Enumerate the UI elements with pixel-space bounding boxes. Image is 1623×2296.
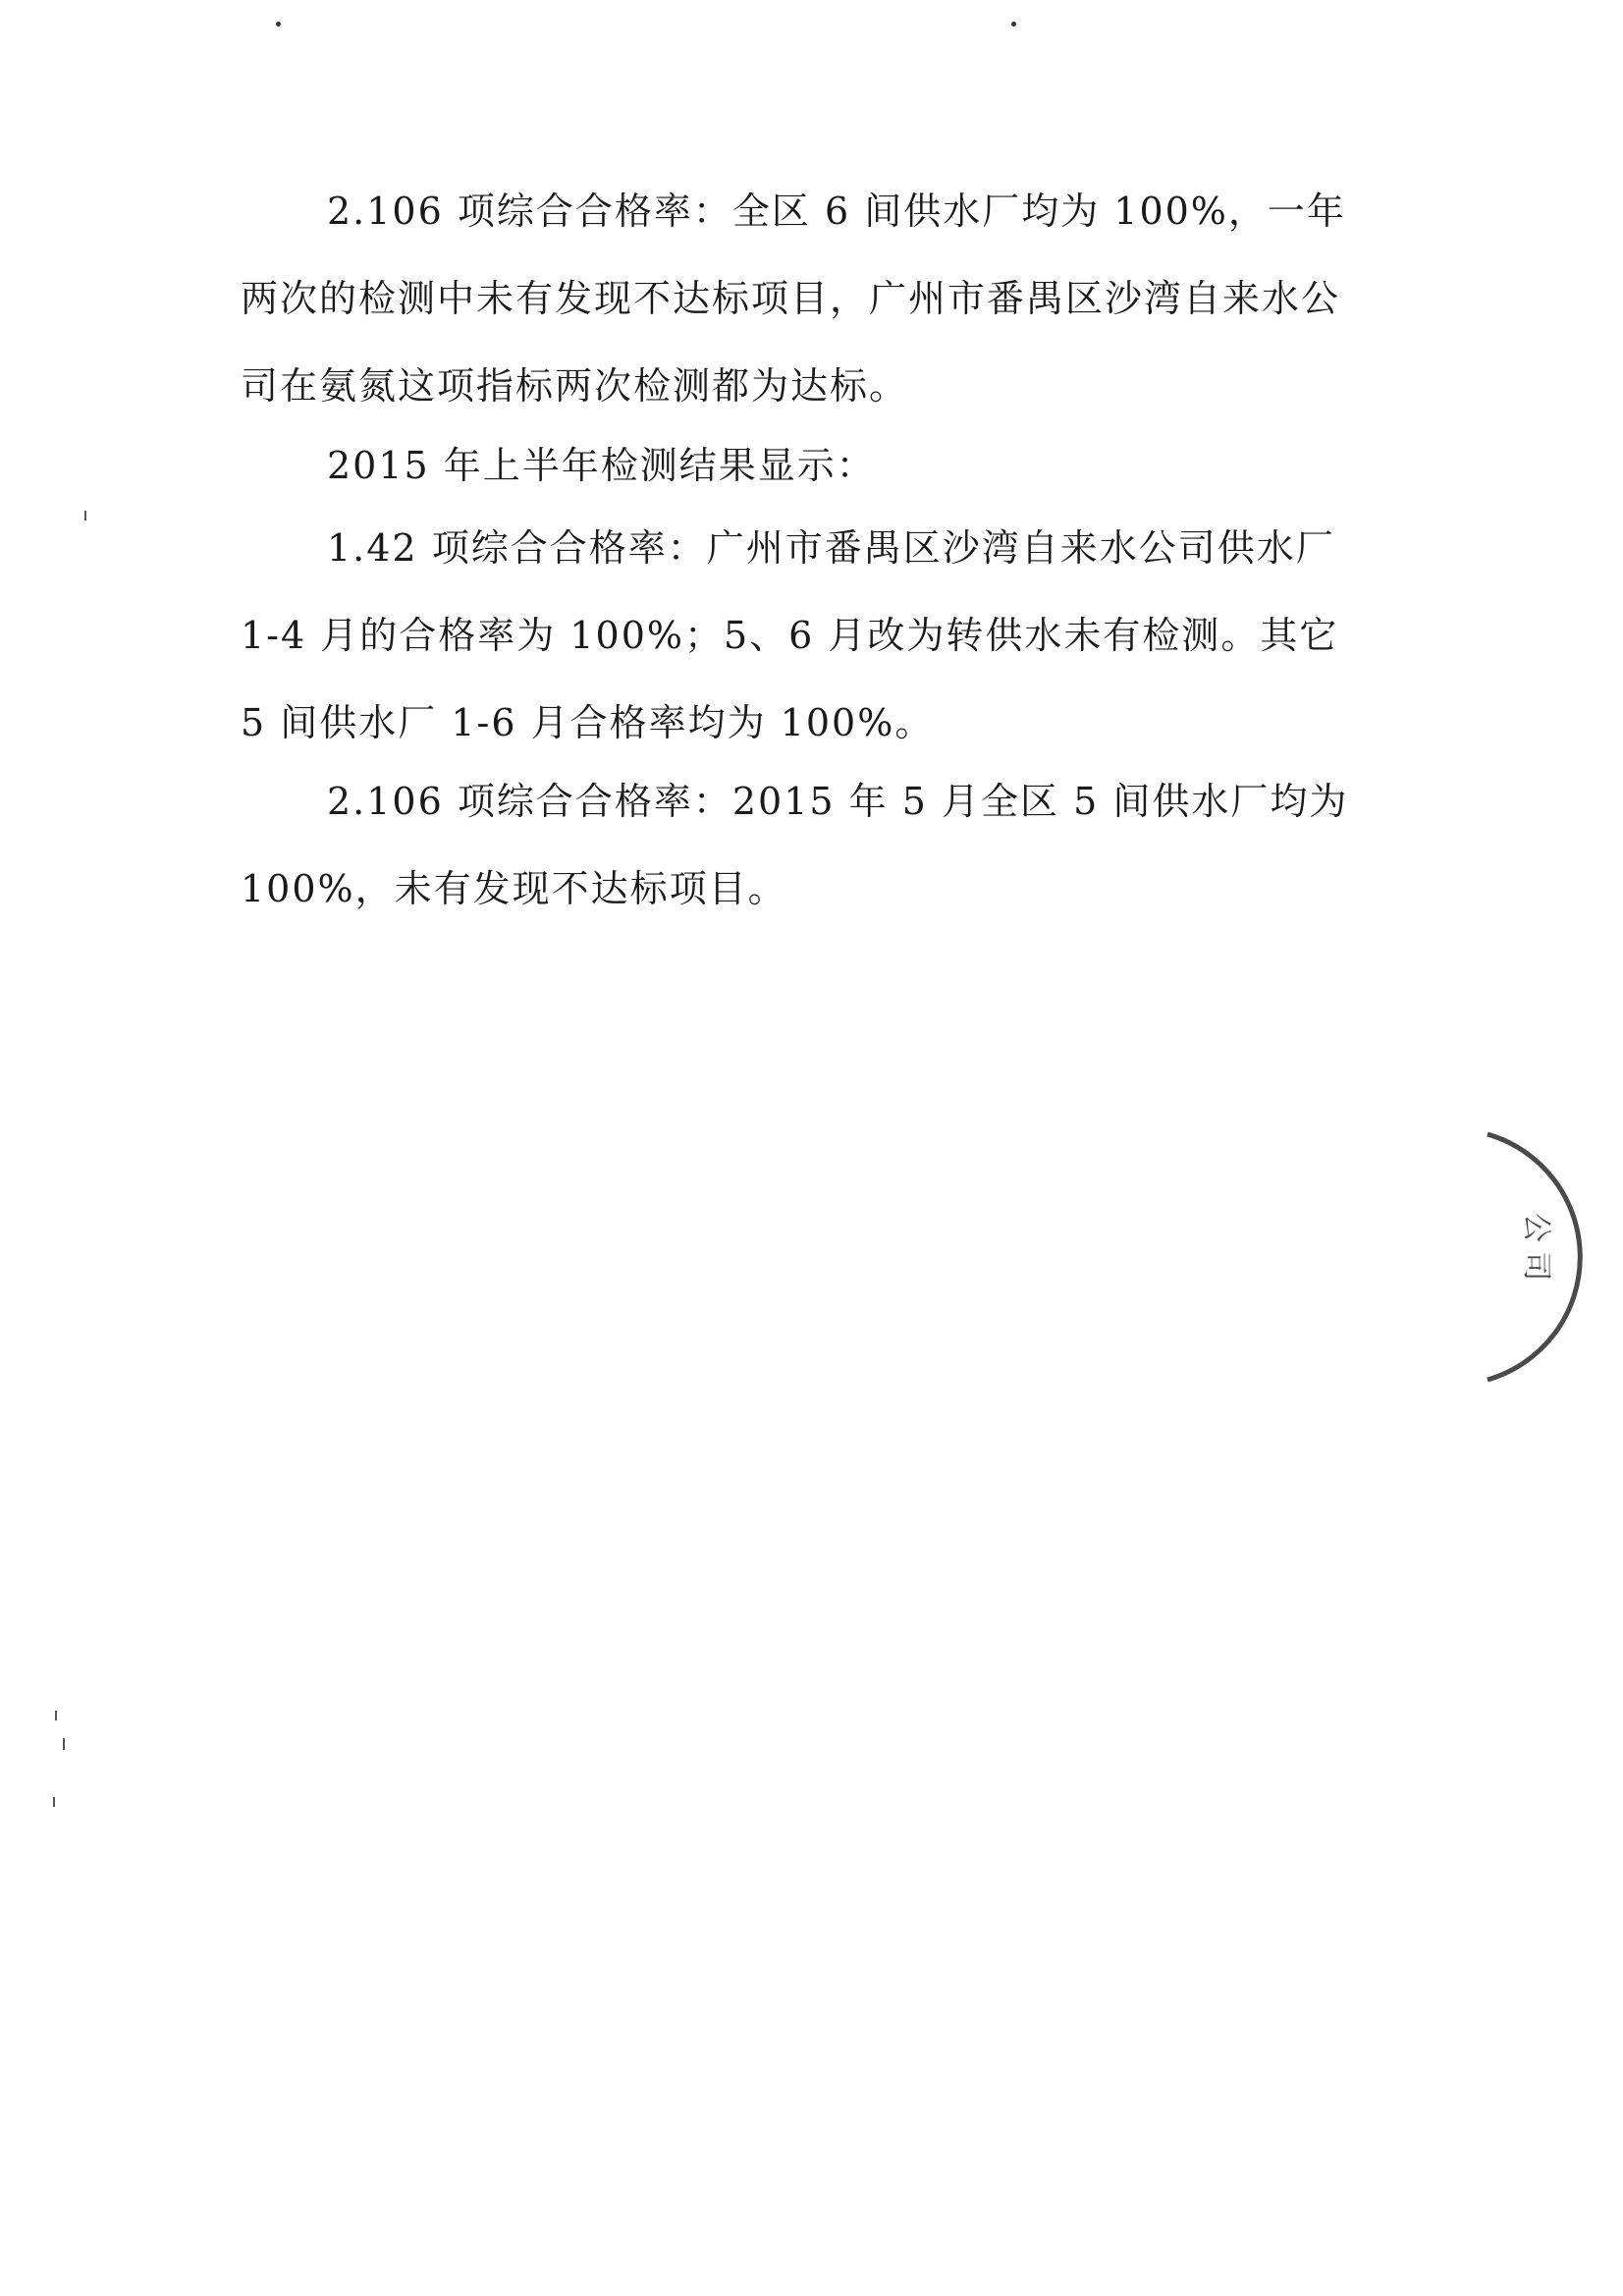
- scan-dot: [1011, 22, 1016, 27]
- paragraph-106-items-2014: 2.106 项综合合格率：全区 6 间供水厂均为 100%，一年两次的检测中未有发现不达标项目，广州市番禺区沙湾自来水公司在氨氮这项指标两次检测都为达标。: [241, 190, 1346, 408]
- scan-mark: [84, 511, 86, 520]
- scan-mark: [53, 1797, 55, 1807]
- svg-text:公 司: 公 司: [1519, 1213, 1553, 1282]
- paragraph-106-items-2015: 2.106 项综合合格率：2015 年 5 月全区 5 间供水厂均为 100%，未有发现不达标项目。: [241, 780, 1363, 910]
- paragraph-2015-heading: 2015 年上半年检测结果显示：: [327, 444, 876, 487]
- paragraph-42-items-2015: 1.42 项综合合格率：广州市番禺区沙湾自来水公司供水厂 1-4 月的合格率为 100%；5、6 月改为转供水未有检测。其它 5 间供水厂 1-6 月合格率均为 100%。: [241, 526, 1353, 744]
- scan-mark: [63, 1738, 65, 1750]
- official-seal-stamp: [1478, 1120, 1596, 1394]
- scan-dot: [276, 22, 281, 27]
- scan-mark: [55, 1711, 57, 1721]
